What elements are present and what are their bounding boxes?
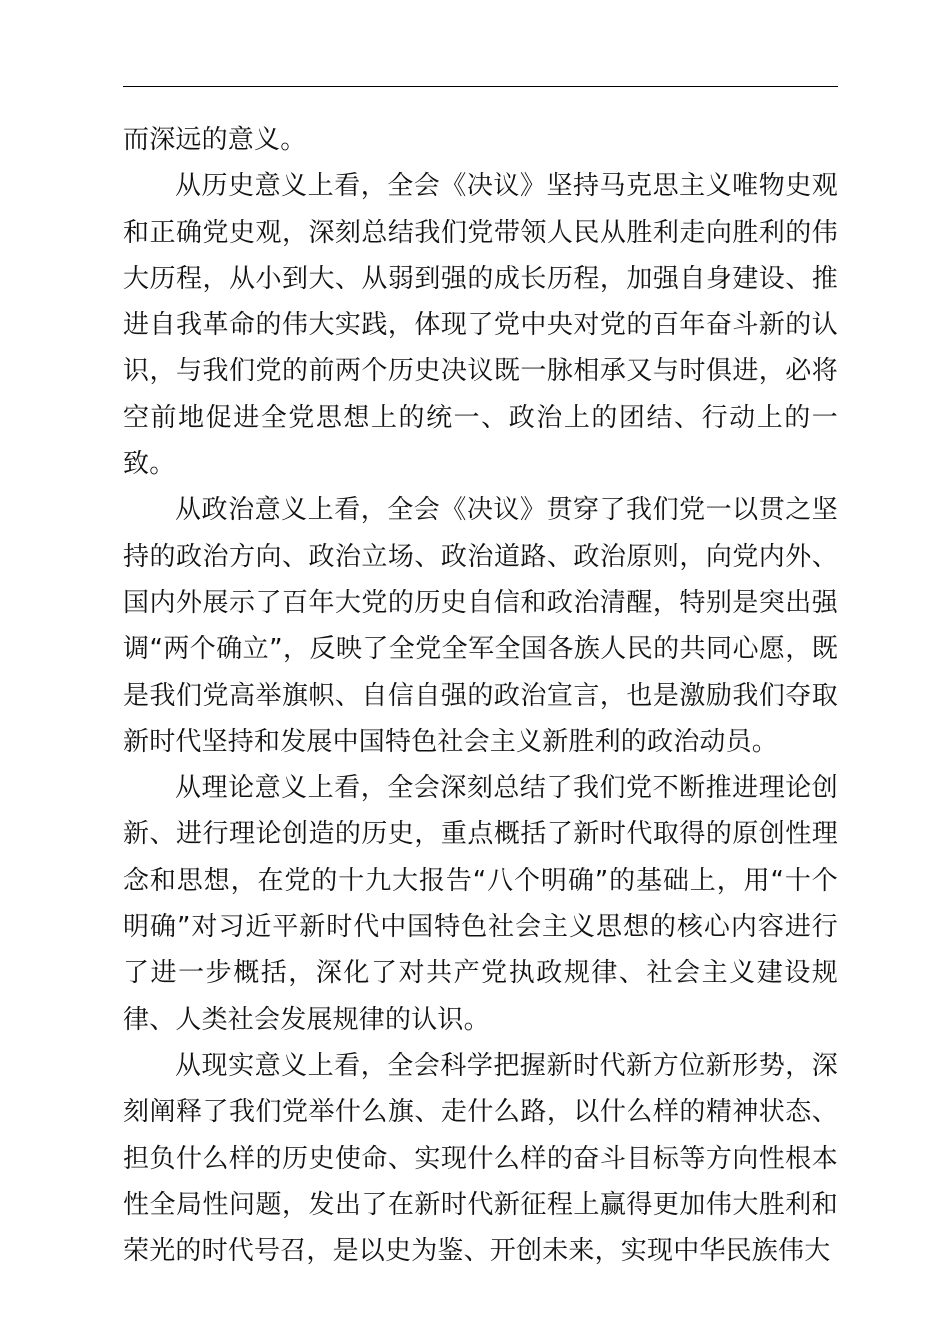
header-divider: [123, 86, 838, 87]
document-body: [123, 117, 838, 1274]
paragraph-continuation: 而深远的意义。: [123, 125, 307, 155]
paragraph-historical-significance: 从历史意义上看，全会《决议》坚持马克思主义唯物史观和正确党史观，深刻总结我们党带领人民从胜利走向胜利的伟大历程，从小到大、从弱到强的成长历程，加强自身建设、推进自我革命的伟大实践，体现了党中央对党的百年奋斗新的认识，与我们党的前两个历史决议既一脉相承又与时俱进，必将空前地促进全党思想上的统一、政治上的团结、行动上的一致。: [123, 171, 838, 480]
paragraph-political-significance: 从政治意义上看，全会《决议》贯穿了我们党一以贯之坚持的政治方向、政治立场、政治道路、政治原则，向党内外、国内外展示了百年大党的历史自信和政治清醒，特别是突出强调“两个确立”，反映了全党全军全国各族人民的共同心愿，既是我们党高举旗帜、自信自强的政治宣言，也是激励我们夺取新时代坚持和发展中国特色社会主义新胜利的政治动员。: [123, 495, 838, 757]
paragraph-practical-significance: 从现实意义上看，全会科学把握新时代新方位新形势，深刻阐释了我们党举什么旗、走什么路，以什么样的精神状态、担负什么样的历史使命、实现什么样的奋斗目标等方向性根本性全局性问题，发出了在新时代新征程上赢得更加伟大胜利和荣光的时代号召，是以史为鉴、开创未来，实现中华民族伟大: [123, 1050, 838, 1267]
paragraph-theoretical-significance: 从理论意义上看，全会深刻总结了我们党不断推进理论创新、进行理论创造的历史，重点概括了新时代取得的原创性理念和思想，在党的十九大报告“八个明确”的基础上，用“十个明确”对习近平新时代中国特色社会主义思想的核心内容进行了进一步概括，深化了对共产党执政规律、社会主义建设规律、人类社会发展规律的认识。: [123, 773, 838, 1035]
